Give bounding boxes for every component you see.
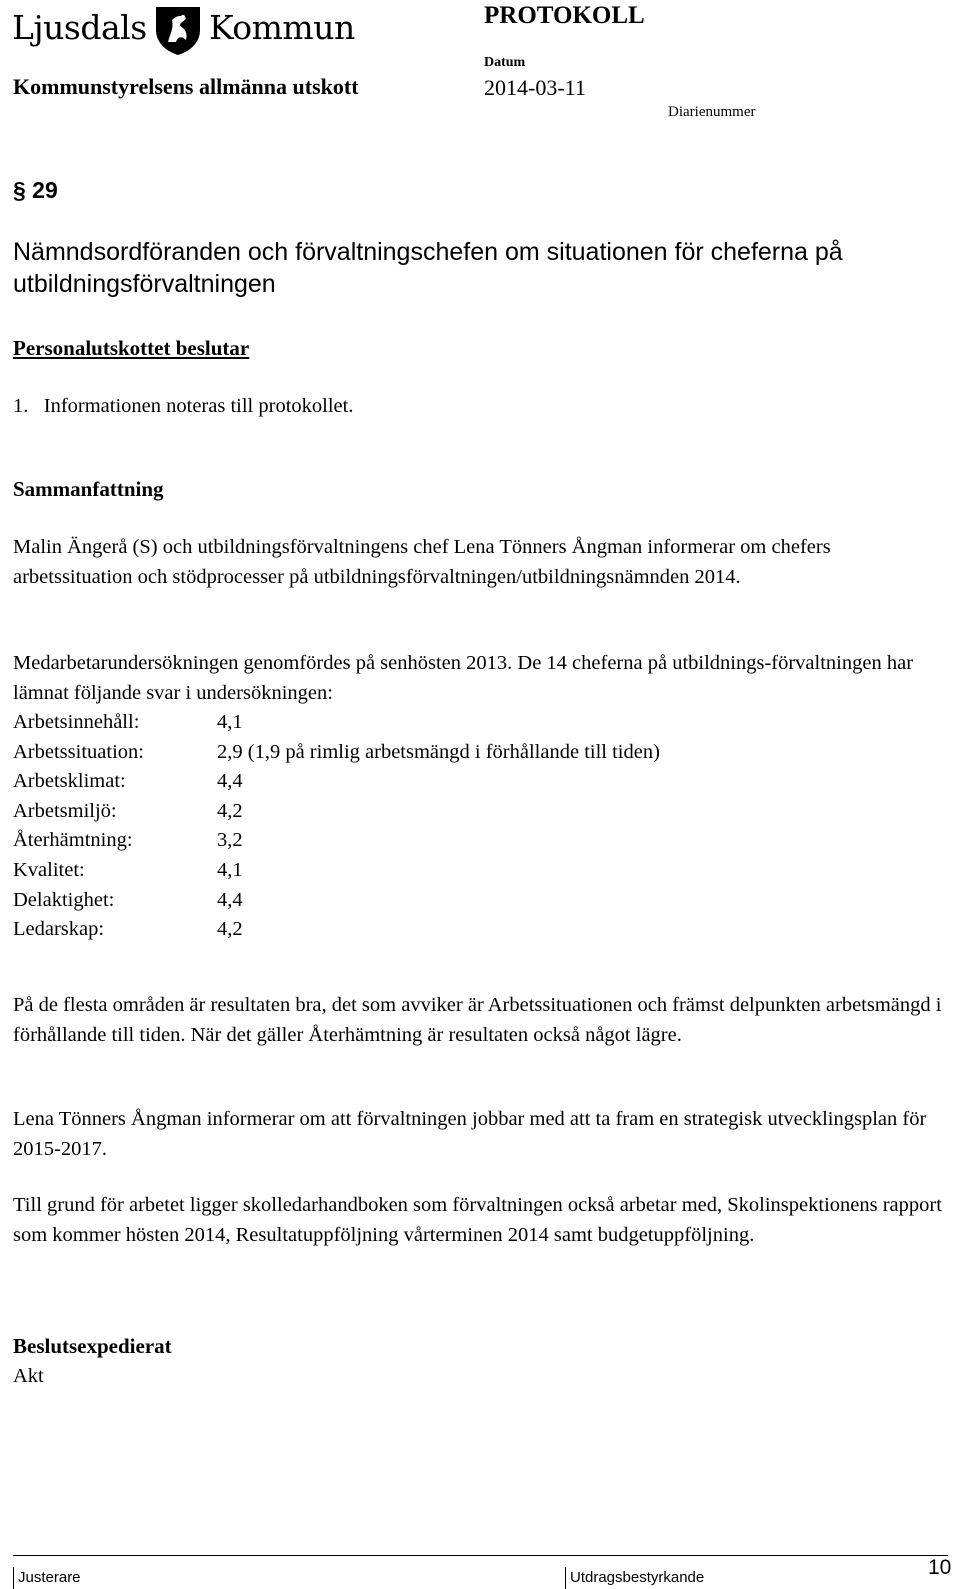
result-label: Delaktighet: xyxy=(13,888,115,911)
signature-footer xyxy=(13,1567,948,1589)
result-value: 4,2 xyxy=(217,918,243,941)
survey-result-row xyxy=(13,767,660,797)
footer-divider xyxy=(13,1555,948,1556)
survey-result-row xyxy=(13,915,660,945)
diary-number-label: Diarienummer xyxy=(668,104,756,120)
page-number: 10 xyxy=(928,1556,952,1579)
result-value: 2,9 (1,9 på rimlig arbetsmängd i förhållande till tiden) xyxy=(217,740,660,763)
dispatch-recipient: Akt xyxy=(13,1365,44,1387)
survey-results xyxy=(13,708,660,945)
result-label: Arbetsklimat: xyxy=(13,770,126,793)
result-value: 3,2 xyxy=(217,829,243,852)
summary-paragraph-5: Till grund för arbetet ligger skolledarhandboken som förvaltningen också arbetar med, Skolinspektionens rapport som kommer hösten 2014, Resultatuppföljning vårterminen 2014 samt budgetuppföljning. xyxy=(13,1194,942,1246)
section-title: Nämndsordföranden och förvaltningschefen om situationen för cheferna på utbildningsförvaltningen xyxy=(13,238,843,298)
result-value: 4,4 xyxy=(217,770,243,793)
committee-name: Kommunstyrelsens allmänna utskott xyxy=(13,74,359,99)
logo-text-left: Ljusdals xyxy=(12,8,147,47)
logo-text-right: Kommun xyxy=(209,8,355,47)
utdragsbestyrkande-field: Utdragsbestyrkande xyxy=(565,1567,920,1589)
summary-paragraph-2: Medarbetarundersökningen genomfördes på senhösten 2013. De 14 cheferna på utbildnings-förvaltningen har lämnat följande svar i undersökningen: xyxy=(13,652,914,704)
survey-result-row xyxy=(13,708,660,738)
survey-result-row xyxy=(13,886,660,916)
decision-item: 1. Informationen noteras till protokollet. xyxy=(13,395,354,417)
meeting-date: 2014-03-11 xyxy=(484,75,586,100)
result-label: Ledarskap: xyxy=(13,918,105,941)
dispatch-heading: Beslutsexpedierat xyxy=(13,1334,172,1358)
coat-of-arms-icon xyxy=(152,4,204,56)
result-label: Återhämtning: xyxy=(13,829,133,852)
result-label: Kvalitet: xyxy=(13,858,85,881)
decision-heading: Personalutskottet beslutar xyxy=(13,336,250,360)
summary-paragraph-4: Lena Tönners Ångman informerar om att förvaltningen jobbar med att ta fram en strategisk utvecklingsplan för 2015-2017. xyxy=(13,1108,927,1160)
result-label: Arbetssituation: xyxy=(13,740,144,763)
result-value: 4,4 xyxy=(217,888,243,911)
result-value: 4,1 xyxy=(217,711,243,733)
result-label: Arbetsmiljö: xyxy=(13,799,117,822)
survey-result-row xyxy=(13,738,660,768)
survey-result-row xyxy=(13,826,660,856)
result-label: Arbetsinnehåll: xyxy=(13,711,140,733)
paragraph-number: § 29 xyxy=(13,177,58,203)
justerare-field: Justerare xyxy=(13,1567,370,1589)
date-label: Datum xyxy=(484,55,526,70)
survey-result-row xyxy=(13,797,660,827)
survey-result-row xyxy=(13,856,660,886)
document-type: PROTOKOLL xyxy=(484,2,645,29)
municipality-logo xyxy=(12,4,355,56)
summary-heading: Sammanfattning xyxy=(13,477,164,501)
summary-paragraph-3: På de flesta områden är resultaten bra, det som avviker är Arbetssituationen och främst delpunkten arbetsmängd i förhållande till tiden. När det gäller Återhämtning är resultaten också något lägre. xyxy=(13,994,942,1046)
result-value: 4,2 xyxy=(217,799,243,822)
summary-paragraph-1: Malin Ängerå (S) och utbildningsförvaltningens chef Lena Tönners Ångman informerar om chefers arbetssituation och stödprocesser på utbildningsförvaltningen/utbildningsnämnden 2014. xyxy=(13,536,831,588)
result-value: 4,1 xyxy=(217,858,243,881)
